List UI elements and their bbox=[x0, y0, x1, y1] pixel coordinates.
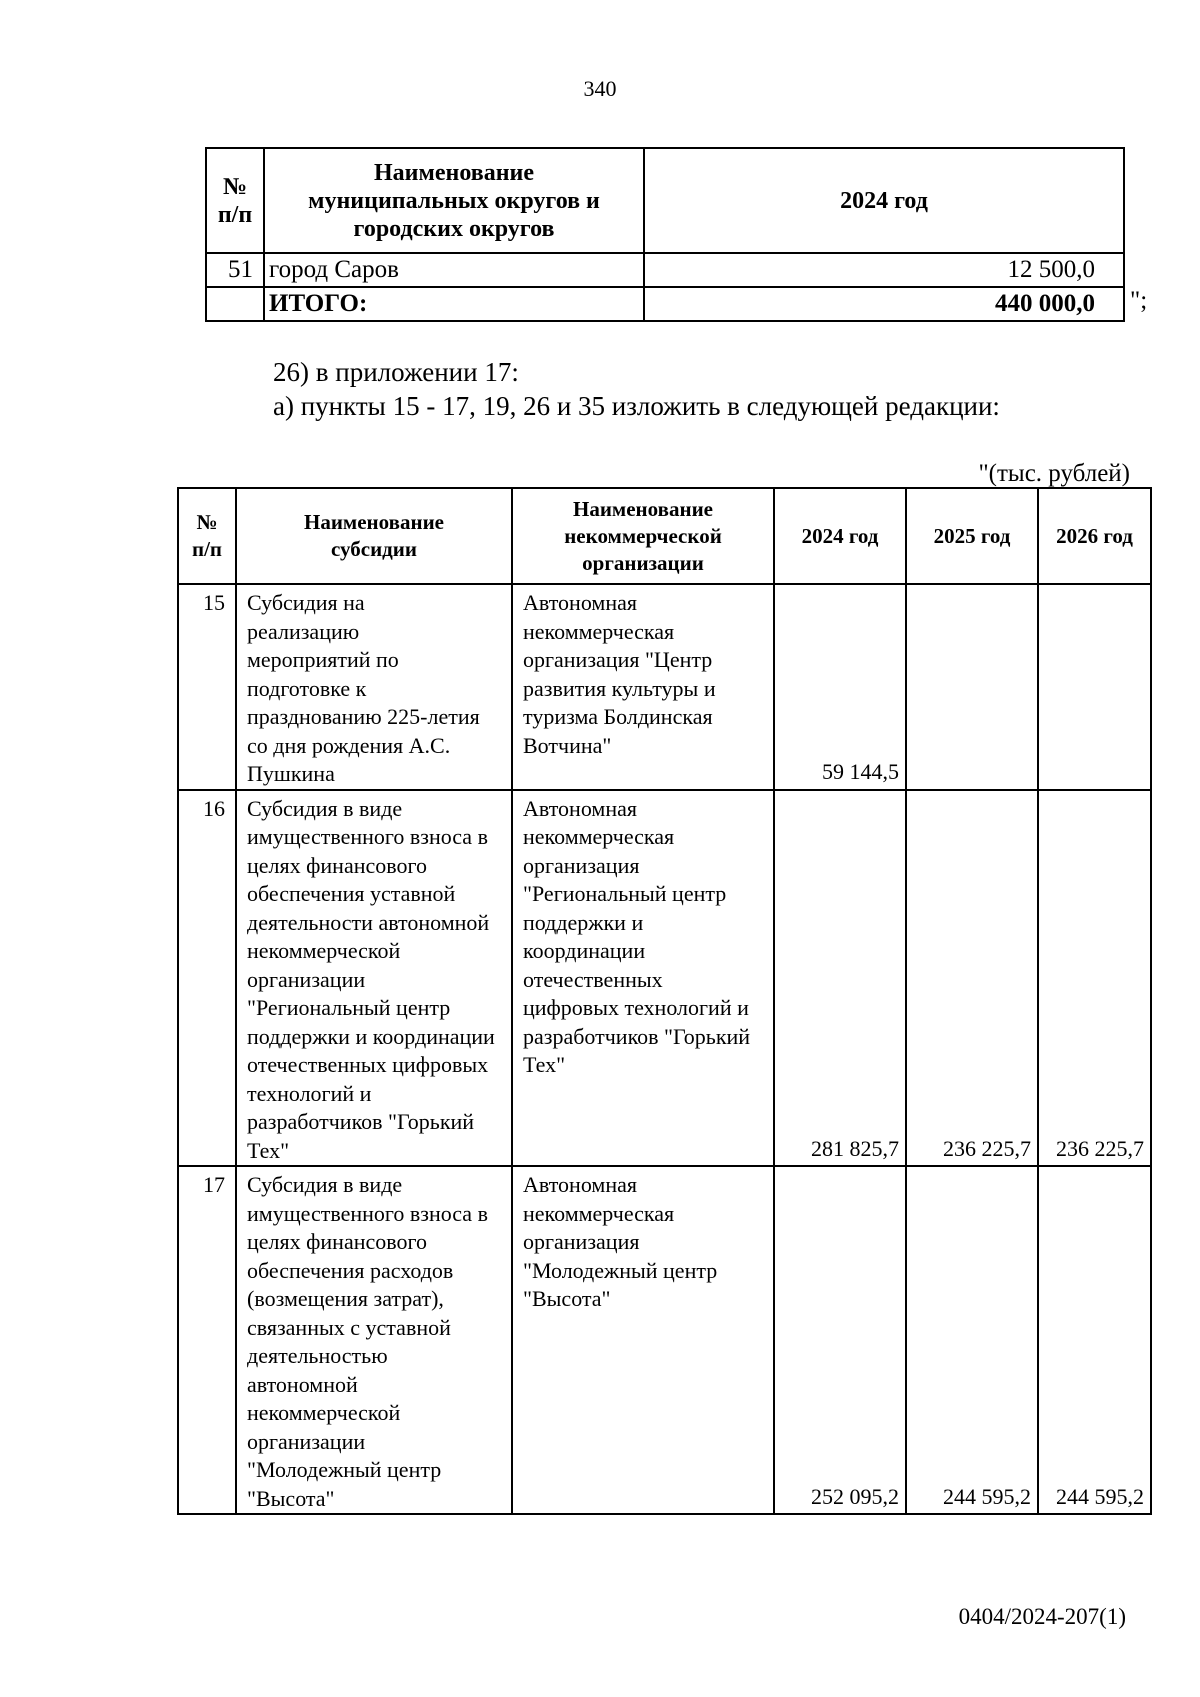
total-label: ИТОГО: bbox=[264, 287, 644, 321]
row-no: 15 bbox=[178, 584, 236, 790]
row-no: 51 bbox=[206, 253, 264, 287]
row-org-name: Автономная некоммерческая организация "Региональный центр поддержки и координации отечественных цифровых технологий и разработчиков "Горький Тех" bbox=[512, 790, 774, 1167]
table-header-row bbox=[178, 488, 1151, 584]
row-subsidy-name: Субсидия в виде имущественного взноса в целях финансового обеспечения уставной деятельности автономной некоммерческой организации "Региональный центр поддержки и координации отечественных цифровых технологий и разработчиков "Горький Тех" bbox=[236, 790, 512, 1167]
header-year-2025: 2025 год bbox=[906, 488, 1038, 584]
header-year-2026: 2026 год bbox=[1038, 488, 1151, 584]
table-row bbox=[178, 1166, 1151, 1514]
row-value-2025: 236 225,7 bbox=[906, 790, 1038, 1167]
table-header-row bbox=[206, 148, 1124, 253]
row-value-2026 bbox=[1038, 584, 1151, 790]
header-year-2024: 2024 год bbox=[774, 488, 906, 584]
total-row bbox=[206, 287, 1124, 321]
row-no: 17 bbox=[178, 1166, 236, 1514]
header-org-name: Наименование некоммерческой организации bbox=[512, 488, 774, 584]
row-value-2026: 236 225,7 bbox=[1038, 790, 1151, 1167]
row-value-2025 bbox=[906, 584, 1038, 790]
table-row bbox=[178, 584, 1151, 790]
row-district-name: город Саров bbox=[264, 253, 644, 287]
header-no: № п/п bbox=[178, 488, 236, 584]
row-value-2026: 244 595,2 bbox=[1038, 1166, 1151, 1514]
row-org-name: Автономная некоммерческая организация "Молодежный центр "Высота" bbox=[512, 1166, 774, 1514]
row-no: 16 bbox=[178, 790, 236, 1167]
row-org-name: Автономная некоммерческая организация "Центр развития культуры и туризма Болдинская Вотчина" bbox=[512, 584, 774, 790]
total-no bbox=[206, 287, 264, 321]
nonprofit-subsidy-table bbox=[177, 487, 1152, 1515]
unit-label: "(тыс. рублей) bbox=[978, 460, 1130, 487]
closing-quote-mark: "; bbox=[1130, 287, 1148, 314]
header-year-2024: 2024 год bbox=[644, 148, 1124, 253]
page-number: 340 bbox=[583, 76, 617, 101]
document-code: 0404/2024-207(1) bbox=[958, 1604, 1126, 1629]
table-row bbox=[178, 790, 1151, 1167]
row-value-2024: 252 095,2 bbox=[774, 1166, 906, 1514]
municipal-subsidy-table bbox=[205, 147, 1125, 322]
row-subsidy-name: Субсидия на реализацию мероприятий по подготовке к празднованию 225-летия со дня рождения А.С. Пушкина bbox=[236, 584, 512, 790]
header-no: № п/п bbox=[206, 148, 264, 253]
row-value-2024: 59 144,5 bbox=[774, 584, 906, 790]
amendment-subitem: а) пункты 15 - 17, 19, 26 и 35 изложить в следующей редакции: bbox=[273, 391, 1000, 421]
row-subsidy-name: Субсидия в виде имущественного взноса в целях финансового обеспечения расходов (возмещения затрат), связанных с уставной деятельностью автономной некоммерческой организации "Молодежный центр "Высота" bbox=[236, 1166, 512, 1514]
row-value: 12 500,0 bbox=[644, 253, 1124, 287]
total-value: 440 000,0 bbox=[644, 287, 1124, 321]
row-value-2024: 281 825,7 bbox=[774, 790, 906, 1167]
row-value-2025: 244 595,2 bbox=[906, 1166, 1038, 1514]
table-row bbox=[206, 253, 1124, 287]
header-subsidy-name: Наименование субсидии bbox=[236, 488, 512, 584]
header-district-name: Наименование муниципальных округов и городских округов bbox=[264, 148, 644, 253]
amendment-item: 26) в приложении 17: bbox=[273, 357, 519, 387]
